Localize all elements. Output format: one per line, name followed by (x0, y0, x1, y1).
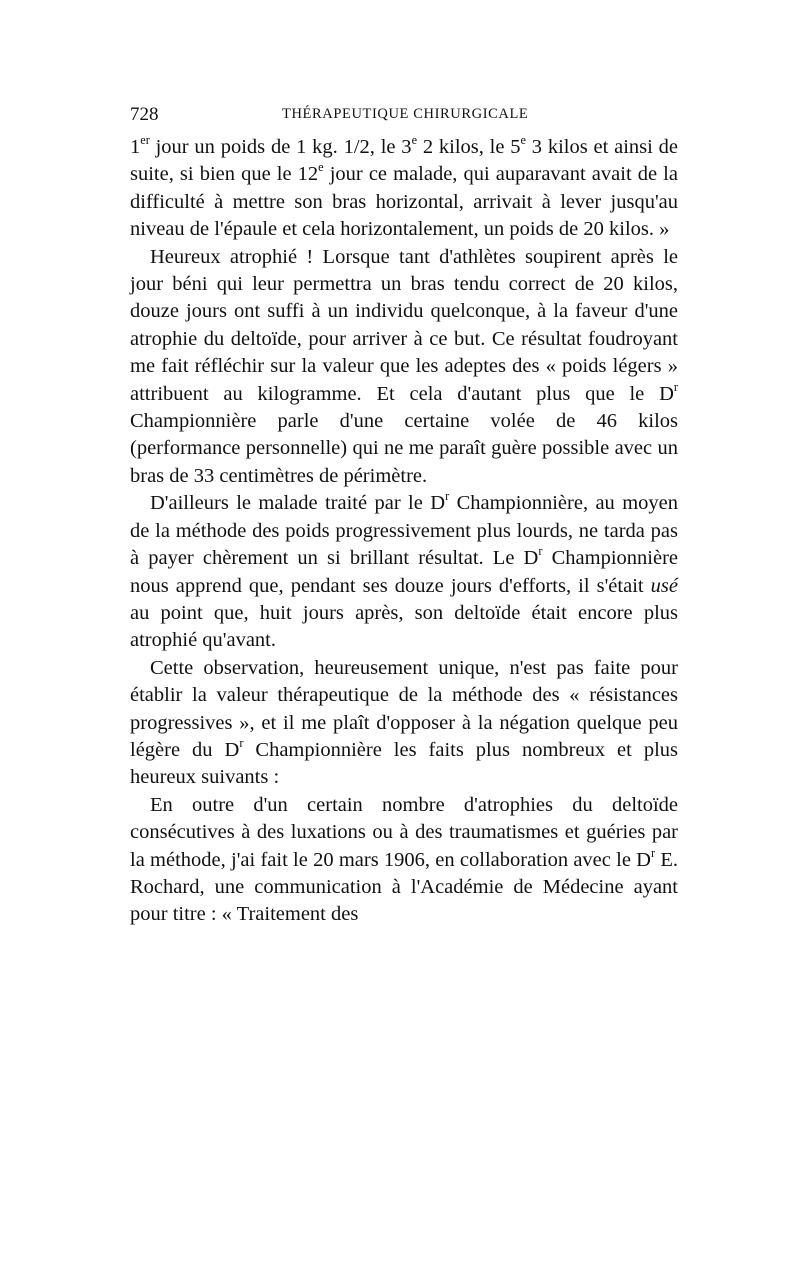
paragraph-4 (130, 655, 678, 792)
body-text (130, 134, 678, 929)
text-run: 1 (130, 136, 141, 158)
superscript: e (520, 132, 526, 147)
text-run: au point que, huit jours après, son deltoïde était encore plus atrophié qu'avant. (130, 601, 678, 652)
running-head (130, 104, 678, 134)
paragraph-1 (130, 134, 678, 244)
running-title: THÉRAPEUTIQUE CHIRURGICALE (282, 106, 529, 122)
text-run: jour un poids de 1 kg. 1/2, le 3 (149, 136, 412, 158)
paragraph-3 (130, 490, 678, 654)
page-number: 728 (130, 104, 159, 125)
superscript: e (411, 132, 418, 147)
text-run: En outre d'un certain nombre d'atrophies du deltoïde consécutives à des luxations ou à des traumatismes et guéries par la méthode, j'ai fait le 20 mars 1906, en collaboration avec le D (130, 793, 678, 871)
superscript: er (140, 132, 150, 147)
superscript: r (673, 379, 678, 394)
superscript: r (239, 735, 244, 750)
text-run: 3 kilos et ainsi de suite, si bien que le 12 (130, 136, 678, 186)
text-run: 2 kilos, le 5 (417, 136, 521, 158)
superscript: e (318, 160, 324, 175)
paragraph-2 (130, 244, 678, 491)
text-run: Championnière parle d'une certaine volée de 46 kilos (performance personnelle) qui ne me paraît guère possible avec un bras de 33 centimètres de périmètre. (130, 410, 678, 487)
superscript: r (538, 543, 543, 558)
text-run: Heureux atrophié ! Lorsque tant d'athlètes soupirent après le jour béni qui leur permettra un bras tendu correct de 20 kilos, douze jours ont suffi à un individu quelconque, à la faveur d'une atrophie du deltoïde, pour arriver à ce but. Ce résultat foudroyant me fait réfléchir sur la valeur que les adeptes des « poids légers » attribuent au kilogramme. Et cela d'autant plus que le D (130, 245, 678, 405)
text-run: E. Rochard, une communication à l'Académie de Médecine ayant pour titre : « Traitement des (130, 848, 678, 926)
text-run: D'ailleurs le malade traité par le D (150, 492, 446, 515)
book-page (130, 104, 678, 929)
text-run: Championnière les faits plus nombreux et plus heureux suivants : (130, 738, 678, 789)
emphasis: usé (650, 574, 678, 597)
text-run: Championnière, au moyen de la méthode des poids progressivement plus lourds, ne tarda pas à payer chèrement un si brillant résultat. Le D (130, 492, 678, 570)
paragraph-5 (130, 792, 678, 929)
superscript: r (445, 489, 450, 504)
text-run: Championnière nous apprend que, pendant ses douze jours d'efforts, il s'était (130, 547, 678, 597)
text-run: jour ce malade, qui auparavant avait de la difficulté à mettre son bras horizontal, arrivait à lever jusqu'au niveau de l'épaule et cela horizontalement, un poids de 20 kilos. » (130, 163, 678, 241)
text-run: Cette observation, heureusement unique, n'est pas faite pour établir la valeur thérapeutique de la méthode des « résistances progressives », et il me plaît d'opposer à la négation quelque peu légère du D (130, 656, 678, 761)
superscript: r (650, 845, 656, 860)
